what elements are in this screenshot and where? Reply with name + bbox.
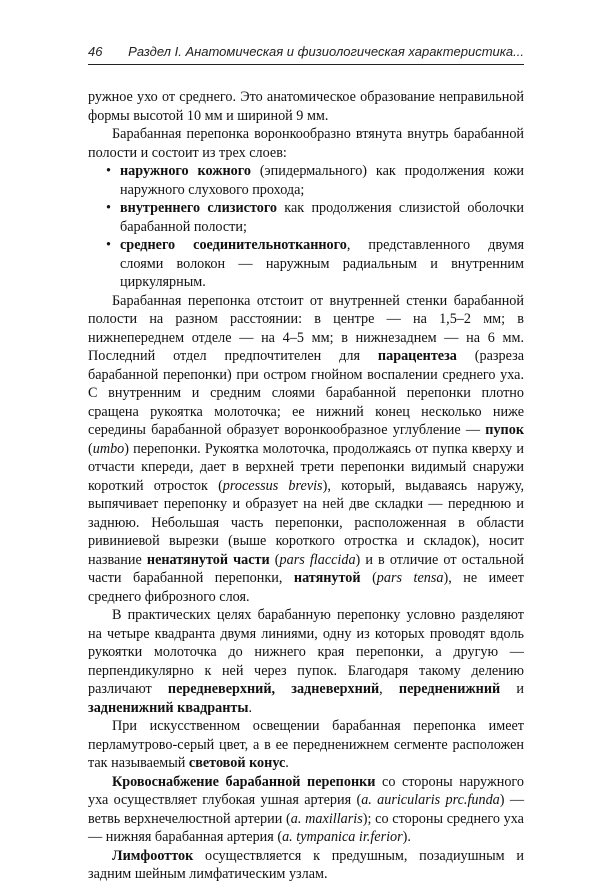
term-pars-tensa: натянутой <box>293 570 361 586</box>
p3-text: ( <box>269 551 280 568</box>
p6-text: ); со стороны среднего уха — нижняя барабанная артерия ( <box>88 810 524 845</box>
latin-auricularis: a. auricularis prc.funda <box>361 792 500 808</box>
list-item <box>120 162 524 199</box>
page-number: 46 <box>88 44 103 59</box>
p5-text: . <box>285 755 289 771</box>
p4-text: , <box>379 681 399 697</box>
term-lymph: Лимфоотток <box>112 847 194 864</box>
term-quadrant-anteroinferior: передненижний <box>398 681 501 697</box>
p4-text: . <box>248 699 253 716</box>
p3-text: ) и в отличие от остальной части барабанной перепонки, <box>88 551 524 586</box>
term-blood-supply: Кровоснабжение барабанной перепонки <box>112 773 376 790</box>
paragraph-1: ружное ухо от среднего. Это анатомическое образование неправильной формы высотой 10 мм и шириной 9 мм. <box>88 89 524 124</box>
layer-term: среднего соединительнотканного <box>120 237 347 253</box>
paragraph-3 <box>88 292 524 607</box>
p3-text: ) перепонки. Рукоятка молоточка, продолжаясь от пупка кверху и отчасти кпереди, дает в верхней трети перепонки видимый снаружи короткий отросток ( <box>88 440 524 494</box>
paragraph-2: Барабанная перепонка воронкообразно втянута внутрь барабанной полости и состоит из трех слоев: <box>88 126 524 161</box>
p3-text: ( <box>88 440 93 457</box>
layer-term: внутреннего слизистого <box>120 200 278 216</box>
latin-processus-brevis: processus brevis <box>222 477 323 494</box>
paragraph-5 <box>88 717 524 773</box>
p3-text: ), не имеет среднего фиброзного слоя. <box>88 570 524 605</box>
term-quadrants-upper: передневерхний, задневерхний <box>167 681 380 697</box>
p4-text: В практических целях барабанную перепонку условно разделяют на четыре квадранта двумя линиями, одну из которых проводят вдоль рукоятки молоточка до нижнего края перепонки, а другую — перпендикулярно к ней через пупок. Благодаря такому делению различают <box>88 607 524 697</box>
section-title: Раздел I. Анатомическая и физиологическая характеристика... <box>128 44 524 59</box>
latin-tympanica: a. tympanica ir.ferior <box>282 829 403 845</box>
p6-text: ) — ветвь верхнечелюстной артерии ( <box>88 792 525 827</box>
p3-text: Барабанная перепонка отстоит от внутренней стенки барабанной полости на разном расстоянии: в центре — на 1,5–2 мм; в нижнепереднем отделе — на 4–5 мм; в нижнезаднем — на 6 мм. Последний отдел предпочтителен для <box>88 292 524 364</box>
p6-text: ). <box>402 829 411 845</box>
layers-list <box>88 162 524 292</box>
latin-pars-tensa: pars tensa <box>376 570 444 586</box>
latin-pars-flaccida: pars flaccida <box>279 551 356 568</box>
term-pars-flaccida: ненатянутой части <box>146 551 270 568</box>
p5-text: При искусственном освещении барабанная перепонка имеет перламутрово-серый цвет, а в ее передненижнем сегменте расположен так называемый <box>88 718 524 771</box>
latin-maxillaris: a. maxillaris <box>290 810 363 827</box>
list-item <box>120 236 524 292</box>
p3-text: ( <box>360 570 377 586</box>
term-quadrant-posteroinferior: задненижний квадранты <box>88 699 249 716</box>
paragraph-4 <box>88 606 524 717</box>
body-text <box>88 88 524 884</box>
p3-text: (разреза барабанной перепонки) при остром гнойном воспалении среднего уха. С внутренним и средним слоями барабанной перепонки плотно сращена рукоятка молоточка; ее нижний конец несколько ниже середины барабанной образует воронкообразное углубление — <box>88 348 524 438</box>
list-item <box>120 199 524 236</box>
layer-text: как продолжения слизистой оболочки барабанной полости; <box>120 200 524 235</box>
running-header <box>88 42 524 65</box>
p3-text: ), который, выдаваясь наружу, выпячивает перепонку и образует на ней две складки — переднюю и заднюю. Небольшая часть перепонки, расположенная в области ривиниевой вырезки (выше короткого отростка и складок), носит название <box>88 477 524 568</box>
term-umbo: пупок <box>485 422 524 438</box>
term-paracentesis: парацентеза <box>377 348 457 364</box>
layer-text: (эпидермального) как продолжения кожи наружного слухового прохода; <box>120 163 524 198</box>
p4-text: и <box>500 681 524 697</box>
layer-term: наружного кожного <box>120 163 251 179</box>
paragraph-7 <box>88 847 524 884</box>
term-light-cone: световой конус <box>188 755 286 771</box>
paragraph-6 <box>88 773 524 847</box>
p6-text: со стороны наружного уха осуществляет глубокая ушная артерия ( <box>88 773 524 808</box>
layer-text: , представленного двумя слоями волокон — наружным радиальным и внутренним циркулярным. <box>120 237 524 290</box>
latin-umbo: umbo <box>92 440 125 457</box>
p7-text: осуществляется к предушным, позадиушным и задним шейным лимфатическим узлам. <box>88 847 524 882</box>
